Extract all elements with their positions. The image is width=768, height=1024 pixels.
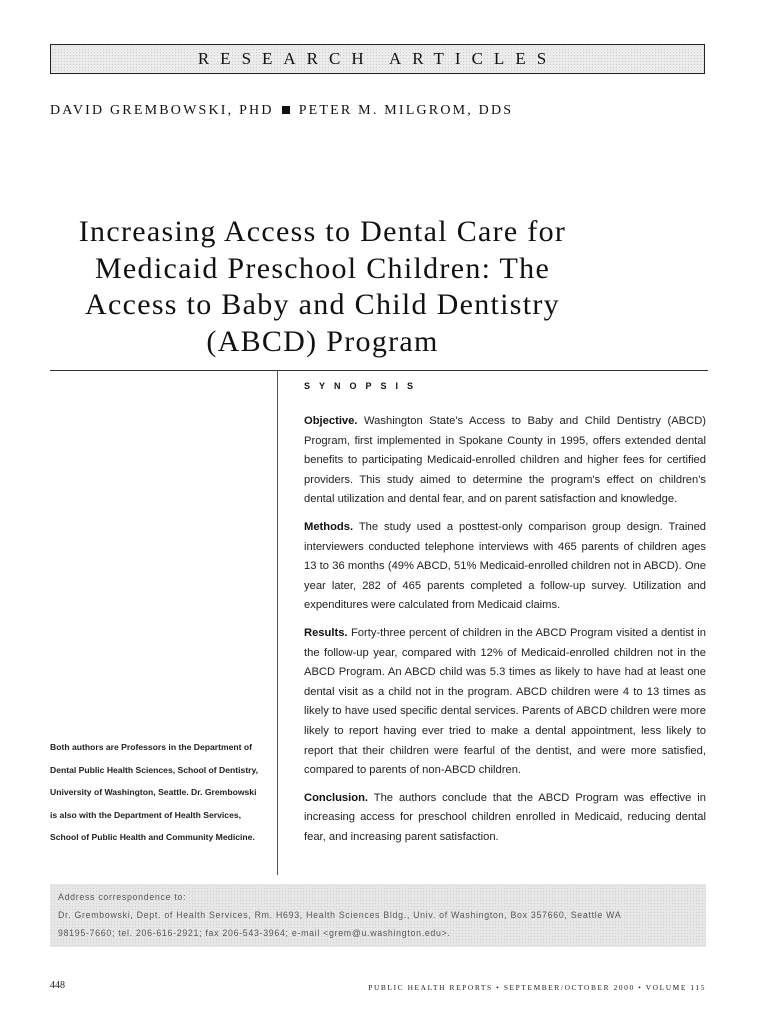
running-footer: PUBLIC HEALTH REPORTS • SEPTEMBER/OCTOBER 2000 • VOLUME 115	[368, 983, 706, 992]
synopsis-body	[304, 412, 706, 855]
article-title: Increasing Access to Dental Care for Medicaid Preschool Children: The Access to Baby and Child Dentistry (ABCD) Program	[78, 215, 567, 358]
correspondence-line-1: Dr. Grembowski, Dept. of Health Services, Rm. H693, Health Sciences Bldg., Univ. of Washington, Box 357660, Seattle WA	[58, 910, 622, 920]
author-second: PETER M. MILGROM, DDS	[298, 103, 514, 118]
synopsis-results	[304, 624, 706, 781]
horizontal-divider	[50, 370, 708, 371]
square-bullet-icon	[282, 106, 290, 114]
methods-text: The study used a posttest-only comparison group design. Trained interviewers conducted telephone interviews with 465 parents of children ages 13 to 36 months (49% ABCD, 51% Medicaid-enrolled children not in ABCD). One year later, 282 of 465 parents completed a follow-up survey. Utilization and expenditures were calculated from Medicaid claims.	[304, 520, 707, 612]
conclusion-text: The authors conclude that the ABCD Program was effective in increasing access for preschool children enrolled in Medicaid, reducing dental fear, and increasing parent satisfaction.	[304, 791, 706, 843]
synopsis-objective	[304, 412, 706, 510]
synopsis-methods	[304, 518, 706, 616]
section-banner	[50, 44, 705, 74]
correspondence-heading: Address correspondence to:	[58, 892, 187, 902]
author-line	[50, 103, 710, 119]
synopsis-conclusion	[304, 789, 706, 848]
objective-text: Washington State's Access to Baby and Child Dentistry (ABCD) Program, first implemented in Spokane County in 1995, offers extended dental benefits to participating Medicaid-enrolled children and higher fees for certified providers. This study aimed to determine the program's effect on children's dental utilization and dental fear, and on parent satisfaction and knowledge.	[304, 415, 707, 506]
section-banner-label: RESEARCH ARTICLES	[197, 49, 558, 68]
page-number: 448	[50, 980, 65, 991]
results-label: Results.	[304, 626, 348, 639]
conclusion-label: Conclusion.	[304, 791, 369, 804]
correspondence-line-2: 98195-7660; tel. 206-616-2921; fax 206-543-3964; e-mail <grem@u.washington.edu>.	[58, 928, 451, 938]
correspondence-box	[50, 884, 706, 947]
methods-label: Methods.	[304, 520, 354, 533]
author-affiliation: Both authors are Professors in the Department of Dental Public Health Sciences, School of Dentistry, University of Washington, Seattle. Dr. Grembowski is also with the Department of Health Services, School of Public Health and Community Medicine.	[50, 742, 259, 842]
vertical-divider	[277, 370, 278, 875]
author-first: DAVID GREMBOWSKI, PHD	[50, 103, 274, 118]
synopsis-heading: SYNOPSIS	[304, 381, 423, 391]
objective-label: Objective.	[304, 415, 358, 427]
results-text: Forty-three percent of children in the ABCD Program visited a dentist in the follow-up year, compared with 12% of Medicaid-enrolled children not in the ABCD Program. An ABCD child was 5.3 times as likely to have had at least one dental visit as a child not in the program. ABCD children were 4 to 13 times as likely to have used specific dental services. Parents of ABCD children were more likely to report having ever tried to make a dental appointment, less likely to report that their children were fearful of the dentist, and were more satisfied, compared to parents of non-ABCD children.	[304, 626, 707, 777]
